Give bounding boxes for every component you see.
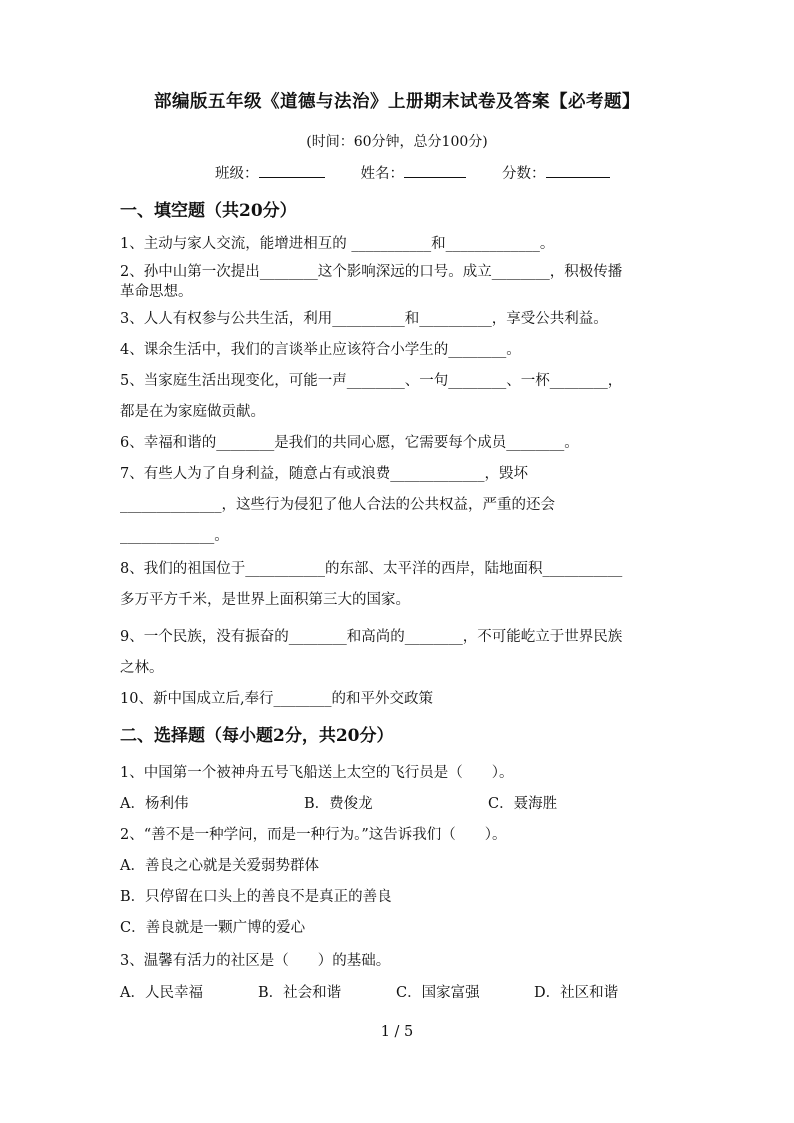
fill-question-7: 7、有些人为了自身利益，随意占有或浪费_____________，毁坏 — [120, 466, 528, 482]
option-c[interactable]: C．善良就是一颗广博的爱心 — [120, 920, 306, 936]
score-blank[interactable] — [546, 163, 610, 178]
option-b[interactable]: B．费俊龙 — [304, 796, 373, 812]
option-a[interactable]: A．杨利伟 — [120, 796, 189, 812]
exam-title: 部编版五年级《道德与法治》上册期末试卷及答案【必考题】 — [154, 92, 640, 112]
fill-question-10: 10、新中国成立后,奉行________的和平外交政策 — [120, 691, 434, 707]
fill-question-1: 1、主动与家人交流，能增进相互的 ___________和_____________。 — [120, 236, 555, 252]
section-choice-heading: 二、选择题（每小题2分，共20分） — [120, 726, 394, 746]
fill-question-4: 4、课余生活中，我们的言谈举止应该符合小学生的________。 — [120, 342, 521, 358]
fill-question-2-cont: 革命思想。 — [120, 284, 193, 300]
option-b[interactable]: B．只停留在口头上的善良不是真正的善良 — [120, 889, 392, 905]
student-info-row — [215, 162, 610, 183]
option-b[interactable]: B．社会和谐 — [258, 985, 342, 1001]
choice-question-2: 2、“善不是一种学问，而是一种行为。”这告诉我们（ ）。 — [120, 827, 507, 843]
class-label: 班级： — [215, 166, 259, 182]
fill-question-2: 2、孙中山第一次提出________这个影响深远的口号。成立________，积极传播 — [120, 264, 623, 280]
name-blank[interactable] — [404, 163, 466, 178]
option-a[interactable]: A．善良之心就是关爱弱势群体 — [120, 858, 319, 874]
fill-question-6: 6、幸福和谐的________是我们的共同心愿，它需要每个成员________。 — [120, 435, 579, 451]
page-number: 1 / 5 — [380, 1024, 414, 1040]
fill-question-7-end: _____________。 — [120, 528, 229, 544]
fill-question-7-cont: ______________，这些行为侵犯了他人合法的公共权益，严重的还会 — [120, 497, 555, 513]
option-a[interactable]: A．人民幸福 — [120, 985, 203, 1001]
name-label: 姓名： — [360, 166, 404, 182]
exam-time-info: (时间：60分钟，总分100分) — [306, 134, 488, 150]
fill-question-5: 5、当家庭生活出现变化，可能一声________、一句________、一杯________， — [120, 373, 623, 389]
fill-question-8: 8、我们的祖国位于___________的东部、太平洋的西岸，陆地面积___________ — [120, 561, 623, 577]
option-c[interactable]: C．聂海胜 — [488, 796, 558, 812]
option-c[interactable]: C．国家富强 — [396, 985, 480, 1001]
option-d[interactable]: D．社区和谐 — [534, 985, 619, 1001]
class-blank[interactable] — [259, 163, 325, 178]
fill-question-8-cont: 多万平方千米，是世界上面积第三大的国家。 — [120, 592, 410, 608]
section-fill-in-heading: 一、填空题（共20分） — [120, 201, 297, 221]
choice-question-1: 1、中国第一个被神舟五号飞船送上太空的飞行员是（ ）。 — [120, 765, 514, 781]
fill-question-9: 9、一个民族，没有振奋的________和高尚的________，不可能屹立于世界民族 — [120, 629, 623, 645]
fill-question-3: 3、人人有权参与公共生活，利用__________和__________，享受公共利益。 — [120, 311, 608, 327]
fill-question-9-cont: 之林。 — [120, 660, 164, 676]
fill-question-5-cont: 都是在为家庭做贡献。 — [120, 404, 265, 420]
score-label: 分数： — [502, 166, 546, 182]
choice-question-3: 3、温馨有活力的社区是（ ）的基础。 — [120, 953, 391, 969]
